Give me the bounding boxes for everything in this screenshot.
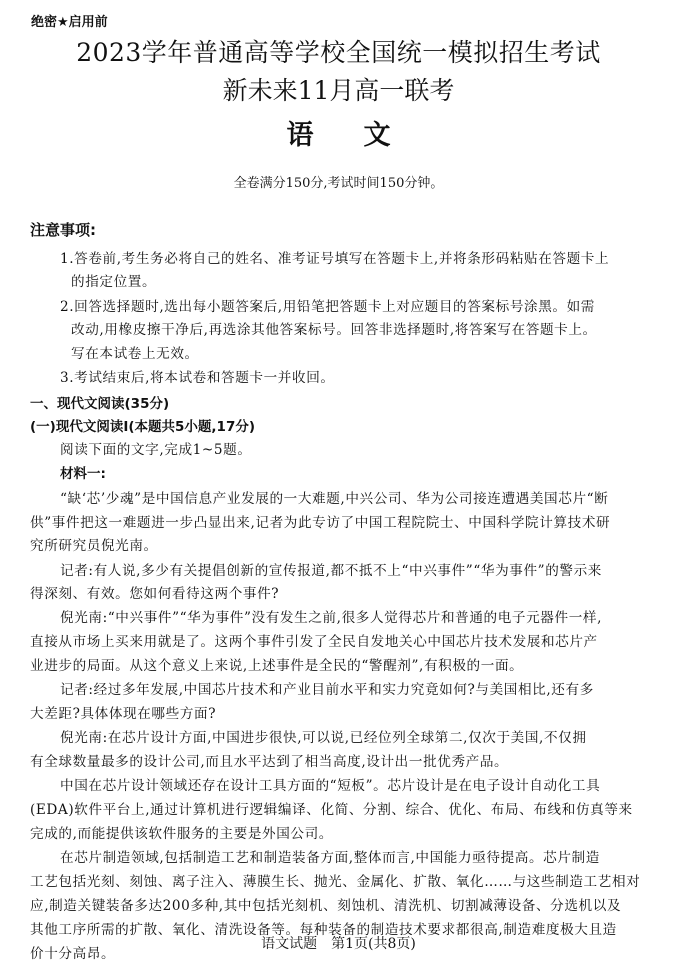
paragraph-line: 记者:有人说,多少有关提倡创新的宣传报道,都不抵不上“中兴事件”“华为事件”的警示来 xyxy=(60,563,602,579)
subject-char-1: 语 xyxy=(286,120,314,151)
paragraph-line: 倪光南:“中兴事件”“华为事件”没有发生之前,很多人觉得芯片和普通的电子元器件一样, xyxy=(60,610,602,626)
paragraph-line: 记者:经过多年发展,中国芯片技术和产业目前水平和实力究竟如何?与美国相比,还有多 xyxy=(60,682,594,698)
paragraph-line: 究所研究员倪光南。 xyxy=(30,538,158,554)
paragraph-line: 供”事件把这一难题进一步凸显出来,记者为此专访了中国工程院院士、中国科学院计算技术研 xyxy=(30,515,611,531)
notice-line: 2.回答选择题时,选出每小题答案后,用铅笔把答题卡上对应题目的答案标号涂黑。如需 xyxy=(60,299,595,315)
notice-line: 3.考试结束后,将本试卷和答题卡一并收回。 xyxy=(60,370,335,386)
paragraph-line: 工艺包括光刻、刻蚀、离子注入、薄膜生长、抛光、金属化、扩散、氧化……与这些制造工艺相对 xyxy=(30,874,641,890)
notice-line: 改动,用橡皮擦干净后,再选涂其他答案标号。回答非选择题时,将答案写在答题卡上。 xyxy=(71,322,597,338)
subject-char-2: 文 xyxy=(363,120,391,151)
paragraph-line: 中国在芯片设计领域还存在设计工具方面的“短板”。芯片设计是在电子设计自动化工具 xyxy=(60,778,601,794)
paragraph-line: 应,制造关键装备多达200多种,其中包括光刻机、刻蚀机、清洗机、切割减薄设备、分选机以及 xyxy=(30,898,622,914)
confidential-label: 绝密★启用前 xyxy=(31,15,108,30)
paragraph-line: 大差距?具体体现在哪些方面? xyxy=(30,706,217,722)
page-footer: 语文试题 第1页(共8页) xyxy=(261,936,416,952)
paragraph-line: 在芯片制造领域,包括制造工艺和制造装备方面,整体而言,中国能力亟待提高。芯片制造 xyxy=(60,850,600,866)
paragraph-line: 倪光南:在芯片设计方面,中国进步很快,可以说,已经位列全球第二,仅次于美国,不仅拥 xyxy=(60,730,587,746)
paragraph-line: 直接从市场上买来用就是了。这两个事件引发了全民自发地关心中国芯片技术发展和芯片产 xyxy=(30,634,598,650)
paragraph-line: “缺‘芯’少魂”是中国信息产业发展的一大难题,中兴公司、华为公司接连遭遇美国芯片“断 xyxy=(60,491,609,507)
exam-title: 2023学年普通高等学校全国统一模拟招生考试 xyxy=(76,38,601,67)
score-info: 全卷满分150分,考试时间150分钟。 xyxy=(233,176,444,191)
material-label: 材料一: xyxy=(60,466,106,482)
subsection-heading: (一)现代文阅读Ⅰ(本题共5小题,17分) xyxy=(30,419,256,435)
paragraph-line: 得深刻、有效。您如何看待这两个事件? xyxy=(30,586,280,602)
paragraph-line: 业进步的局面。从这个意义上来说,上述事件是全民的“警醒剂”,有积极的一面。 xyxy=(30,658,524,674)
instruction-text: 阅读下面的文字,完成1~5题。 xyxy=(60,442,252,458)
paragraph-line: (EDA)软件平台上,通过计算机进行逻辑编译、化简、分割、综合、优化、布局、布线和仿真等来 xyxy=(30,802,633,818)
section-heading: 一、现代文阅读(35分) xyxy=(30,396,170,412)
subject-title xyxy=(0,113,677,152)
notice-line: 的指定位置。 xyxy=(71,274,157,290)
paragraph-line: 完成的,而能提供该软件服务的主要是外国公司。 xyxy=(30,826,333,842)
notice-heading: 注意事项: xyxy=(30,221,96,239)
paragraph-line: 其他工序所需的扩散、氧化、清洗设备等。每种装备的制造技术要求都很高,制造难度极大且造 xyxy=(30,922,617,938)
notice-line: 1.答卷前,考生务必将自己的姓名、准考证号填写在答题卡上,并将条形码粘贴在答题卡上 xyxy=(60,251,610,267)
exam-subtitle: 新未来11月高一联考 xyxy=(222,76,455,105)
paragraph-line: 价十分高昂。 xyxy=(30,946,116,962)
paragraph-line: 有全球数量最多的设计公司,而且水平达到了相当高度,设计出一批优秀产品。 xyxy=(30,754,509,770)
notice-line: 写在本试卷上无效。 xyxy=(71,346,199,362)
